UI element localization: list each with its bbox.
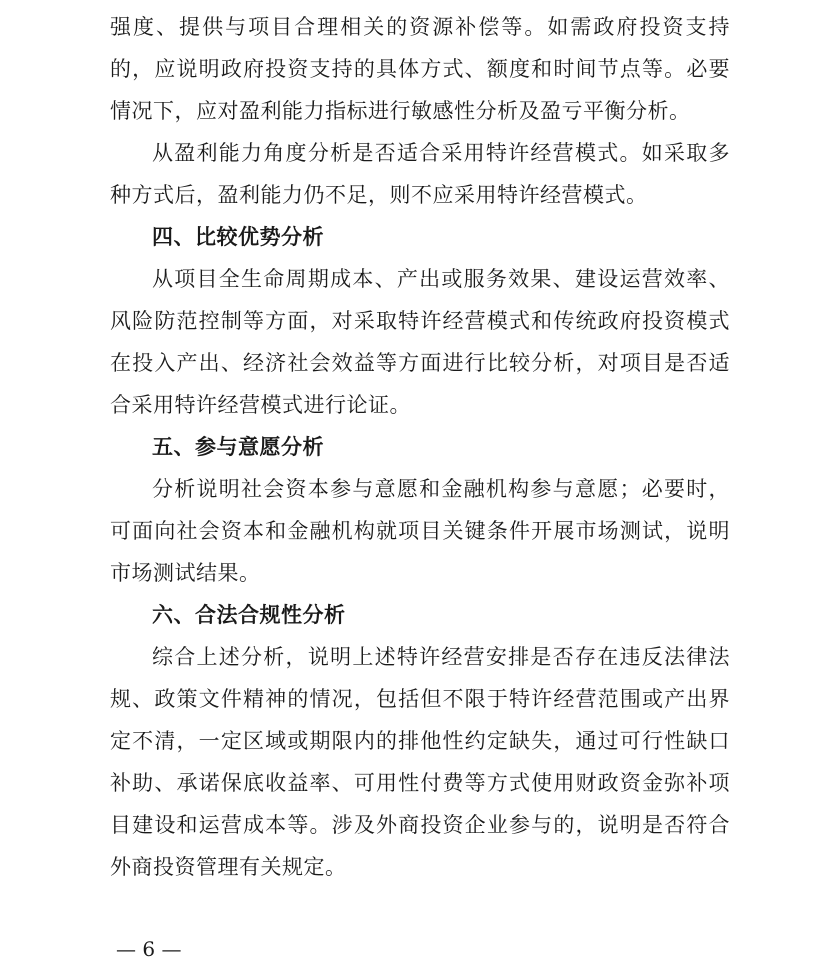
paragraph-line: 合采用特许经营模式进行论证。 [110, 393, 411, 417]
section-heading-comparative-advantage: 四、比较优势分析 [152, 225, 324, 249]
paragraph-line: 综合上述分析，说明上述特许经营安排是否存在违反法律法 [152, 645, 730, 669]
paragraph-line: 从项目全生命周期成本、产出或服务效果、建设运营效率、 [152, 267, 730, 291]
paragraph-line: 可面向社会资本和金融机构就项目关键条件开展市场测试，说明 [110, 519, 730, 543]
paragraph-line: 的，应说明政府投资支持的具体方式、额度和时间节点等。必要 [110, 57, 730, 81]
section-heading-legal-compliance: 六、合法合规性分析 [152, 603, 346, 627]
page-number: — 6 — [116, 937, 182, 961]
paragraph-line: 强度、提供与项目合理相关的资源补偿等。如需政府投资支持 [110, 15, 730, 39]
paragraph-line: 在投入产出、经济社会效益等方面进行比较分析，对项目是否适 [110, 351, 730, 375]
paragraph-line: 情况下，应对盈利能力指标进行敏感性分析及盈亏平衡分析。 [110, 99, 691, 123]
section-heading-participation-willingness: 五、参与意愿分析 [152, 435, 324, 459]
paragraph-line: 定不清，一定区域或期限内的排他性约定缺失，通过可行性缺口 [110, 729, 730, 753]
paragraph-line: 风险防范控制等方面，对采取特许经营模式和传统政府投资模式 [110, 309, 730, 333]
paragraph-line: 补助、承诺保底收益率、可用性付费等方式使用财政资金弥补项 [110, 771, 730, 795]
paragraph-line: 种方式后，盈利能力仍不足，则不应采用特许经营模式。 [110, 183, 648, 207]
paragraph-line: 从盈利能力角度分析是否适合采用特许经营模式。如采取多 [152, 141, 730, 165]
paragraph-line: 规、政策文件精神的情况，包括但不限于特许经营范围或产出界 [110, 687, 730, 711]
paragraph-line: 分析说明社会资本参与意愿和金融机构参与意愿；必要时， [152, 477, 730, 501]
paragraph-line: 目建设和运营成本等。涉及外商投资企业参与的，说明是否符合 [110, 813, 730, 837]
paragraph-line: 外商投资管理有关规定。 [110, 855, 347, 879]
paragraph-line: 市场测试结果。 [110, 561, 261, 585]
